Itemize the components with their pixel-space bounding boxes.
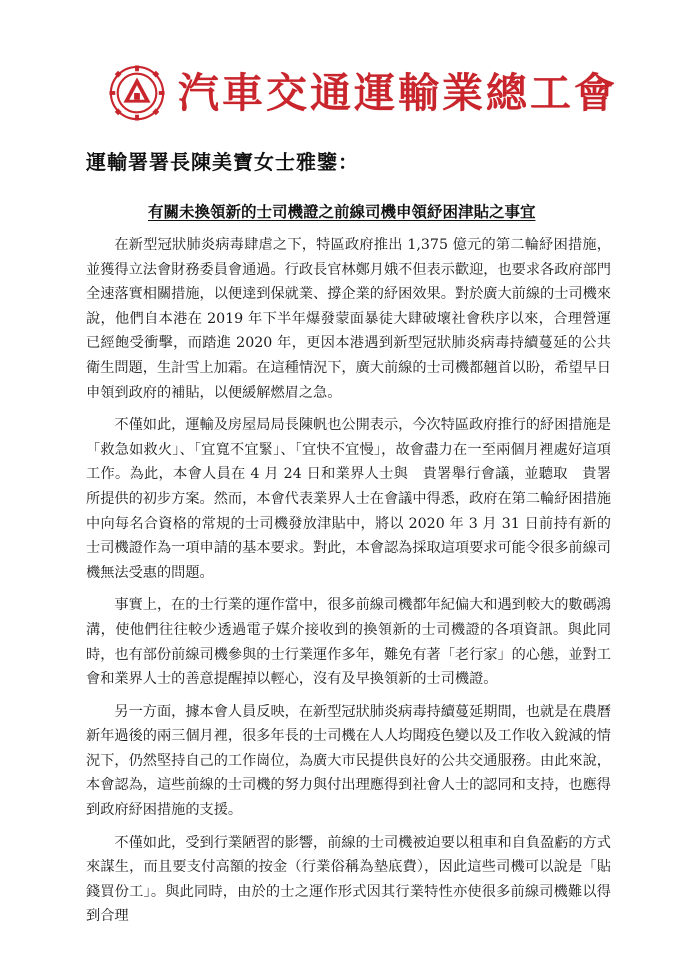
union-emblem-icon	[108, 64, 166, 122]
salutation: 運輸署署長陳美寶女士雅鑒：	[86, 150, 359, 174]
paragraph: 事實上，在的士行業的運作當中，很多前線司機都年紀偏大和遇到較大的數碼鴻溝，使他們往往較少透過電子媒介接收到的換領新的士司機證的各項資訊。與此同時，也有部份前線司機參與的士行業運作多年，難免有著「老行家」的心態，並對工會和業界人士的善意提醒掉以輕心，沒有及早換領新的士司機證。	[86, 597, 611, 688]
letter-body	[86, 233, 611, 937]
paragraph: 另一方面，據本會人員反映，在新型冠狀肺炎病毒持續蔓延期間，也就是在農曆新年過後的兩三個月裡，很多年長的士司機在人人均聞疫色變以及工作收入銳減的情況下，仍然堅持自己的工作崗位，為廣大市民提供良好的公共交通服務。由此來說，本會認為，這些前線的士司機的努力與付出理應得到社會人士的認同和支持，也應得到政府紓困措施的支援。	[86, 703, 611, 819]
letter-subject: 有關未換領新的士司機證之前線司機申領紓困津貼之事宜	[148, 203, 536, 221]
union-name: 汽車交通運輸業總工會	[178, 68, 618, 117]
paragraph: 不僅如此，受到行業陋習的影響，前線的士司機被迫要以租車和自負盈虧的方式來謀生，而且要支付高額的按金（行業俗稱為墊底費），因此這些司機可以說是「貼錢買份工」。與此同時，由於的士之運作形式因其行業特性亦使很多前線司機難以得到合理	[86, 834, 611, 925]
paragraph: 在新型冠狀肺炎病毒肆虐之下，特區政府推出 1,375 億元的第二輪紓困措施，並獲得立法會財務委員會通過。行政長官林鄭月娥不但表示歡迎，也要求各政府部門全速落實相關措施，以便達到保就業、撐企業的紓困效果。對於廣大前線的士司機來說，他們自本港在 2019 年下半年爆發蒙面暴徒大肆破壞社會秩序以來，合理營運已經飽受衝擊，而踏進 2020 年，更因本港遇到新型冠狀肺炎病毒持續蔓延的公共衛生問題，生計雪上加霜。在這種情況下，廣大前線的士司機都翹首以盼，希望早日申領到政府的補貼，以便緩解燃眉之急。	[86, 237, 611, 401]
paragraph: 不僅如此，運輸及房屋局局長陳帆也公開表示，今次特區政府推行的紓困措施是「救急如救火」、「宜寬不宜緊」、「宜快不宜慢」，故會盡力在一至兩個月裡處好這項工作。為此，本會人員在 4 月 24 日和業界人士與 貴署舉行會議，並聽取 貴署所提供的初步方案。然而，本會代表業界人士在會議中得悉，政府在第二輪紓困措施中向每名合資格的常規的士司機發放津貼中，將以 2020 年 3 月 31 日前持有新的士司機證作為一項申請的基本要求。對此，本會認為採取這項要求可能令很多前線司機無法受惠的問題。	[86, 417, 611, 581]
letterhead	[108, 58, 618, 128]
